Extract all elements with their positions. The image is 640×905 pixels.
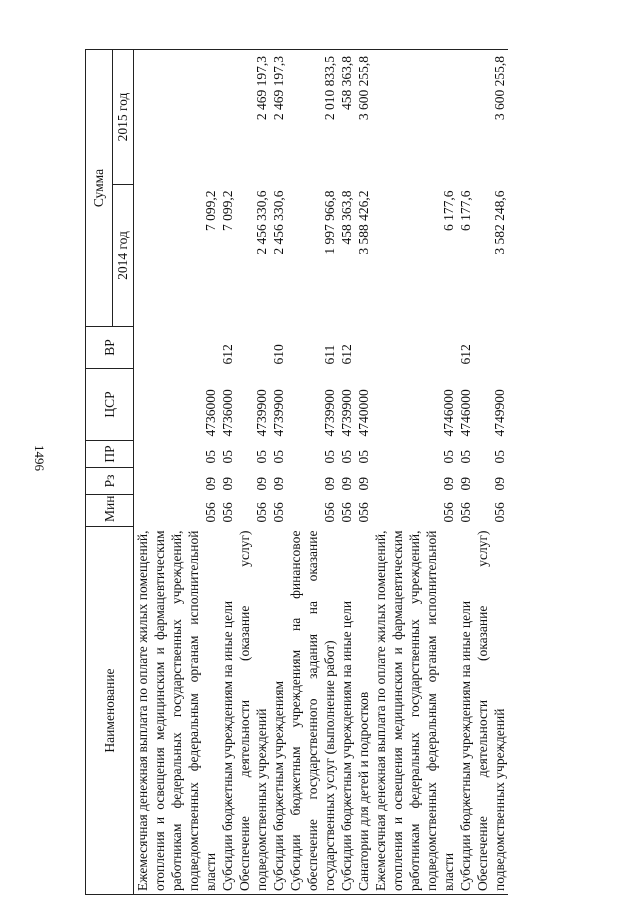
row-sum-2014: 1 997 966,8	[322, 190, 337, 255]
row-rz: 09	[254, 477, 269, 491]
row-name: Ежемесячная денежная выплата по оплате жилых помещений, отопления и освещения медицинским и фармацевтическим работникам федеральных государственных учреждений, подведомственных федеральным органам исполнительной власти	[134, 527, 220, 895]
row-vr: 612	[339, 344, 354, 365]
row-sum-2015	[219, 49, 236, 184]
row-min: 056	[271, 502, 286, 523]
row-min: 056	[356, 502, 371, 523]
row-rz: 09	[492, 477, 507, 491]
row-pr: 05	[356, 450, 371, 464]
row-vr: 610	[271, 344, 286, 365]
row-sum-2015: 2 469 197,3	[236, 49, 270, 184]
col-header-2015: 2015 год	[113, 49, 134, 184]
row-min: 056	[339, 502, 354, 523]
row-vr	[355, 327, 372, 369]
row-sum-2014: 7 099,2	[220, 190, 235, 231]
row-sum-2014: 6 177,6	[458, 190, 473, 231]
row-name: Субсидии бюджетным учреждениям на иные цели	[219, 527, 236, 895]
row-sum-2015	[457, 49, 474, 184]
row-vr	[134, 327, 220, 369]
row-csr: 4749900	[492, 389, 507, 437]
row-csr: 4736000	[220, 389, 235, 437]
row-pr: 05	[322, 450, 337, 464]
row-csr: 4746000	[458, 389, 473, 437]
row-csr: 4739900	[254, 389, 269, 437]
row-pr: 05	[220, 450, 235, 464]
row-name: Субсидии бюджетным учреждениям на иные цели	[338, 527, 355, 895]
row-sum-2014: 2 456 330,6	[254, 190, 269, 255]
row-sum-2015: 3 600 255,8	[474, 49, 508, 184]
row-min: 056	[220, 502, 235, 523]
row-vr	[236, 327, 270, 369]
row-rz: 09	[220, 477, 235, 491]
row-name: Обеспечение деятельности (оказание услуг) подведомственных учреждений	[474, 527, 508, 895]
col-header-name: Наименование	[86, 527, 134, 895]
col-header-sum: Сумма	[86, 49, 113, 326]
row-pr: 05	[339, 450, 354, 464]
row-sum-2015: 458 363,8	[338, 49, 355, 184]
row-sum-2014: 458 363,8	[339, 190, 354, 245]
row-rz: 09	[441, 477, 456, 491]
row-name: Санатории для детей и подростков	[355, 527, 372, 895]
table-row	[372, 49, 457, 894]
row-rz: 09	[458, 477, 473, 491]
row-sum-2014: 2 456 330,6	[271, 190, 286, 255]
row-name: Обеспечение деятельности (оказание услуг) подведомственных учреждений	[236, 527, 270, 895]
row-min: 056	[203, 502, 218, 523]
row-pr: 05	[492, 450, 507, 464]
row-sum-2014: 3 582 248,6	[492, 190, 507, 255]
col-header-min: Мин	[86, 495, 134, 527]
table-row	[474, 49, 508, 894]
row-name: Субсидии бюджетным учреждениям на финансовое обеспечение государственного задания на оказание государственных услуг (выполнение работ)	[287, 527, 338, 895]
row-sum-2015	[134, 49, 220, 184]
row-csr: 4739900	[271, 389, 286, 437]
table-row	[236, 49, 270, 894]
row-min: 056	[254, 502, 269, 523]
col-header-vr: ВР	[86, 327, 134, 369]
row-csr: 4736000	[203, 389, 218, 437]
col-header-csr: ЦСР	[86, 369, 134, 441]
row-rz: 09	[356, 477, 371, 491]
row-sum-2015: 2 469 197,3	[270, 49, 287, 184]
row-name: Субсидии бюджетным учреждениям на иные цели	[457, 527, 474, 895]
table-row	[287, 49, 338, 894]
row-rz: 09	[322, 477, 337, 491]
row-csr: 4746000	[441, 389, 456, 437]
budget-table-page	[85, 50, 630, 895]
col-header-pr: ПР	[86, 441, 134, 468]
row-sum-2014: 3 588 426,2	[356, 190, 371, 255]
row-csr: 4739900	[322, 389, 337, 437]
row-csr: 4739900	[339, 389, 354, 437]
row-csr: 4740000	[356, 389, 371, 437]
table-row	[270, 49, 287, 894]
row-vr	[474, 327, 508, 369]
table-row	[355, 49, 372, 894]
row-vr: 612	[458, 344, 473, 365]
page-number: 1496	[32, 445, 47, 471]
row-pr: 05	[271, 450, 286, 464]
col-header-rz: Рз	[86, 468, 134, 495]
row-min: 056	[441, 502, 456, 523]
row-pr: 05	[203, 450, 218, 464]
table-row	[219, 49, 236, 894]
row-min: 056	[492, 502, 507, 523]
row-sum-2015: 3 600 255,8	[355, 49, 372, 184]
row-sum-2014: 6 177,6	[441, 190, 456, 231]
row-sum-2015	[372, 49, 457, 184]
row-min: 056	[458, 502, 473, 523]
row-sum-2015: 2 010 833,5	[287, 49, 338, 184]
table-row	[134, 49, 220, 894]
col-header-2014: 2014 год	[113, 185, 134, 327]
row-name: Ежемесячная денежная выплата по оплате жилых помещений, отопления и освещения медицинским и фармацевтическим работникам федеральных государственных учреждений, подведомственных федеральным органам исполнительной власти	[372, 527, 457, 895]
row-pr: 05	[458, 450, 473, 464]
row-pr: 05	[441, 450, 456, 464]
row-vr: 611	[322, 344, 337, 365]
row-name: Субсидии бюджетным учреждениям	[270, 527, 287, 895]
row-sum-2014: 7 099,2	[203, 190, 218, 231]
table-row	[338, 49, 355, 894]
row-rz: 09	[339, 477, 354, 491]
row-rz: 09	[203, 477, 218, 491]
row-rz: 09	[271, 477, 286, 491]
row-min: 056	[322, 502, 337, 523]
budget-table	[85, 49, 508, 895]
table-row	[457, 49, 474, 894]
row-vr: 612	[220, 344, 235, 365]
row-pr: 05	[254, 450, 269, 464]
row-vr	[372, 327, 457, 369]
